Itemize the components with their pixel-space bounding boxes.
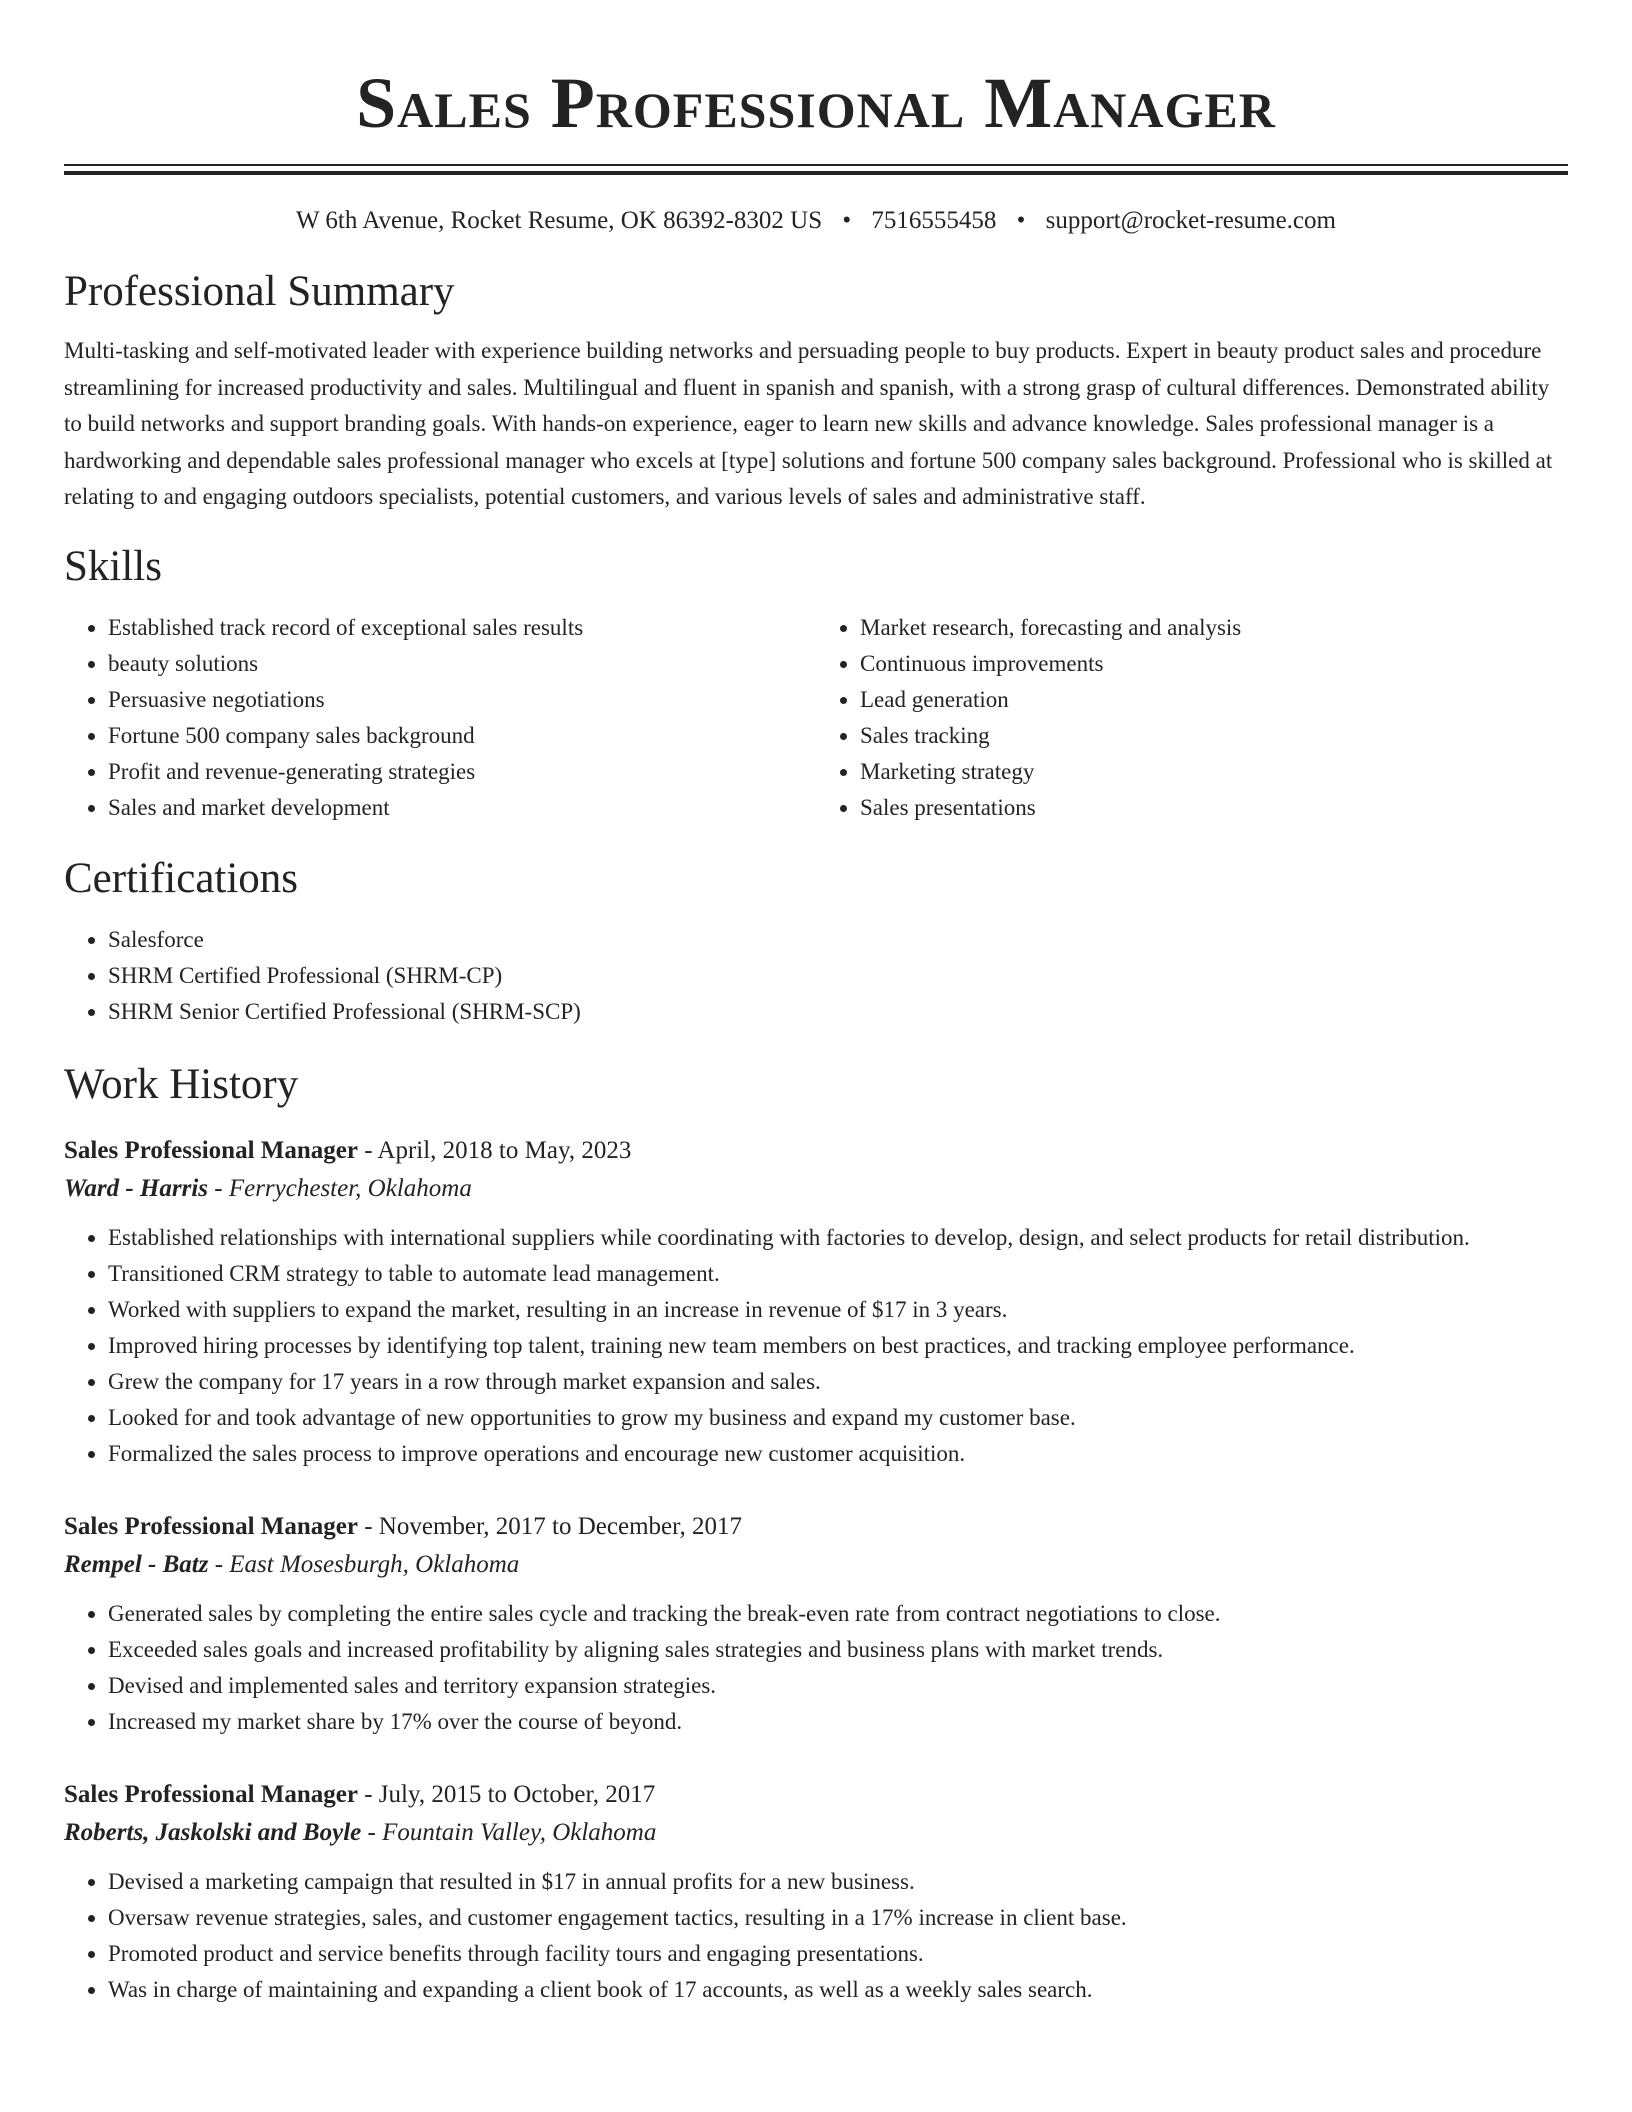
job-bullet: • Looked for and took advantage of new opportunities to grow my business and expand my customer base.	[108, 1400, 1568, 1436]
job-bullets	[64, 1596, 1568, 1740]
skill-item: • Established track record of exceptional sales results	[108, 610, 816, 646]
work-history-heading: Work History	[64, 1060, 299, 1108]
job-bullet: • Worked with suppliers to expand the market, resulting in an increase in revenue of $17 in 3 years.	[108, 1292, 1568, 1328]
job-title-line	[64, 1776, 1568, 1814]
job-role: Sales Professional Manager	[64, 1780, 358, 1808]
contact-separator: •	[842, 207, 852, 234]
skills-columns	[64, 610, 1568, 826]
job-bullet: • Promoted product and service benefits through facility tours and engaging presentations.	[108, 1936, 1568, 1972]
job-entry	[64, 1508, 1568, 1740]
certification-item: • SHRM Senior Certified Professional (SHRM-SCP)	[108, 994, 1568, 1030]
job-company-line	[64, 1170, 1568, 1208]
certification-item: • SHRM Certified Professional (SHRM-CP)	[108, 958, 1568, 994]
skill-item: • Market research, forecasting and analysis	[860, 610, 1568, 646]
job-bullet: • Transitioned CRM strategy to table to automate lead management.	[108, 1256, 1568, 1292]
job-company: Rempel - Batz	[64, 1550, 209, 1578]
job-company-line	[64, 1546, 1568, 1584]
contact-line	[64, 205, 1568, 237]
job-company-line	[64, 1814, 1568, 1852]
job-location: - Fountain Valley, Oklahoma	[361, 1818, 657, 1846]
job-bullets	[64, 1864, 1568, 2008]
contact-separator: •	[1016, 207, 1026, 234]
certifications-heading: Certifications	[64, 854, 299, 902]
job-bullet: • Improved hiring processes by identifying top talent, training new team members on best practices, and tracking employee performance.	[108, 1328, 1568, 1364]
job-bullet: • Grew the company for 17 years in a row through market expansion and sales.	[108, 1364, 1568, 1400]
job-role: Sales Professional Manager	[64, 1512, 358, 1540]
job-entry	[64, 1132, 1568, 1472]
job-bullet: • Increased my market share by 17% over the course of beyond.	[108, 1704, 1568, 1740]
summary-text: Multi-tasking and self-motivated leader with experience building networks and persuading people to buy products. Expert in beauty product sales and procedure streamlining for increased productivity and sales. Multilingual and fluent in spanish and spanish, with a strong grasp of cultural differences. Demonstrated ability to build networks and support branding goals. With hands-on experience, eager to learn new skills and advance knowledge. Sales professional manager is a hardworking and dependable sales professional manager who excels at [type] solutions and fortune 500 company sales background. Professional who is skilled at relating to and engaging outdoors specialists, potential customers, and various levels of sales and administrative staff.	[64, 338, 1553, 509]
job-company: Ward - Harris	[64, 1174, 209, 1202]
skill-item: • Fortune 500 company sales background	[108, 718, 816, 754]
skills-right-list	[816, 610, 1568, 826]
skill-item: • Sales presentations	[860, 790, 1568, 826]
job-dates: - July, 2015 to October, 2017	[357, 1780, 656, 1808]
job-bullet: • Exceeded sales goals and increased profitability by aligning sales strategies and business plans with market trends.	[108, 1632, 1568, 1668]
job-bullet: • Devised a marketing campaign that resulted in $17 in annual profits for a new business.	[108, 1864, 1568, 1900]
job-bullet: • Was in charge of maintaining and expanding a client book of 17 accounts, as well as a weekly sales search.	[108, 1972, 1568, 2008]
skill-item: • Marketing strategy	[860, 754, 1568, 790]
job-bullet: • Devised and implemented sales and territory expansion strategies.	[108, 1668, 1568, 1704]
skills-left-list	[64, 610, 816, 826]
job-bullet: • Established relationships with international suppliers while coordinating with factories to develop, design, and select products for retail distribution.	[108, 1220, 1568, 1256]
skill-item: • Persuasive negotiations	[108, 682, 816, 718]
job-entry	[64, 1776, 1568, 2008]
certifications-list	[64, 922, 1568, 1030]
job-company: Roberts, Jaskolski and Boyle	[64, 1818, 362, 1846]
contact-address: W 6th Avenue, Rocket Resume, OK 86392-8302 US	[296, 207, 823, 234]
resume-name: Sales Professional Manager	[356, 63, 1276, 143]
job-bullet: • Generated sales by completing the entire sales cycle and tracking the break-even rate from contract negotiations to close.	[108, 1596, 1568, 1632]
job-location: - Ferrychester, Oklahoma	[208, 1174, 472, 1202]
job-bullets	[64, 1220, 1568, 1472]
job-role: Sales Professional Manager	[64, 1136, 358, 1164]
job-dates: - November, 2017 to December, 2017	[357, 1512, 742, 1540]
header-divider	[64, 164, 1568, 175]
job-title-line	[64, 1132, 1568, 1170]
job-bullet: • Oversaw revenue strategies, sales, and customer engagement tactics, resulting in a 17% increase in client base.	[108, 1900, 1568, 1936]
summary-heading: Professional Summary	[64, 268, 455, 315]
skill-item: • Profit and revenue-generating strategies	[108, 754, 816, 790]
contact-phone: 7516555458	[871, 207, 997, 234]
job-dates: - April, 2018 to May, 2023	[357, 1136, 632, 1164]
skill-item: • Lead generation	[860, 682, 1568, 718]
certification-item: • Salesforce	[108, 922, 1568, 958]
job-title-line	[64, 1508, 1568, 1546]
skill-item: • beauty solutions	[108, 646, 816, 682]
job-bullet: • Formalized the sales process to improve operations and encourage new customer acquisition.	[108, 1436, 1568, 1472]
job-location: - East Mosesburgh, Oklahoma	[208, 1550, 520, 1578]
resume-page	[64, 0, 1568, 2008]
skill-item: • Sales and market development	[108, 790, 816, 826]
contact-email: support@rocket-resume.com	[1045, 207, 1336, 234]
skill-item: • Continuous improvements	[860, 646, 1568, 682]
skill-item: • Sales tracking	[860, 718, 1568, 754]
skills-heading: Skills	[64, 542, 162, 590]
